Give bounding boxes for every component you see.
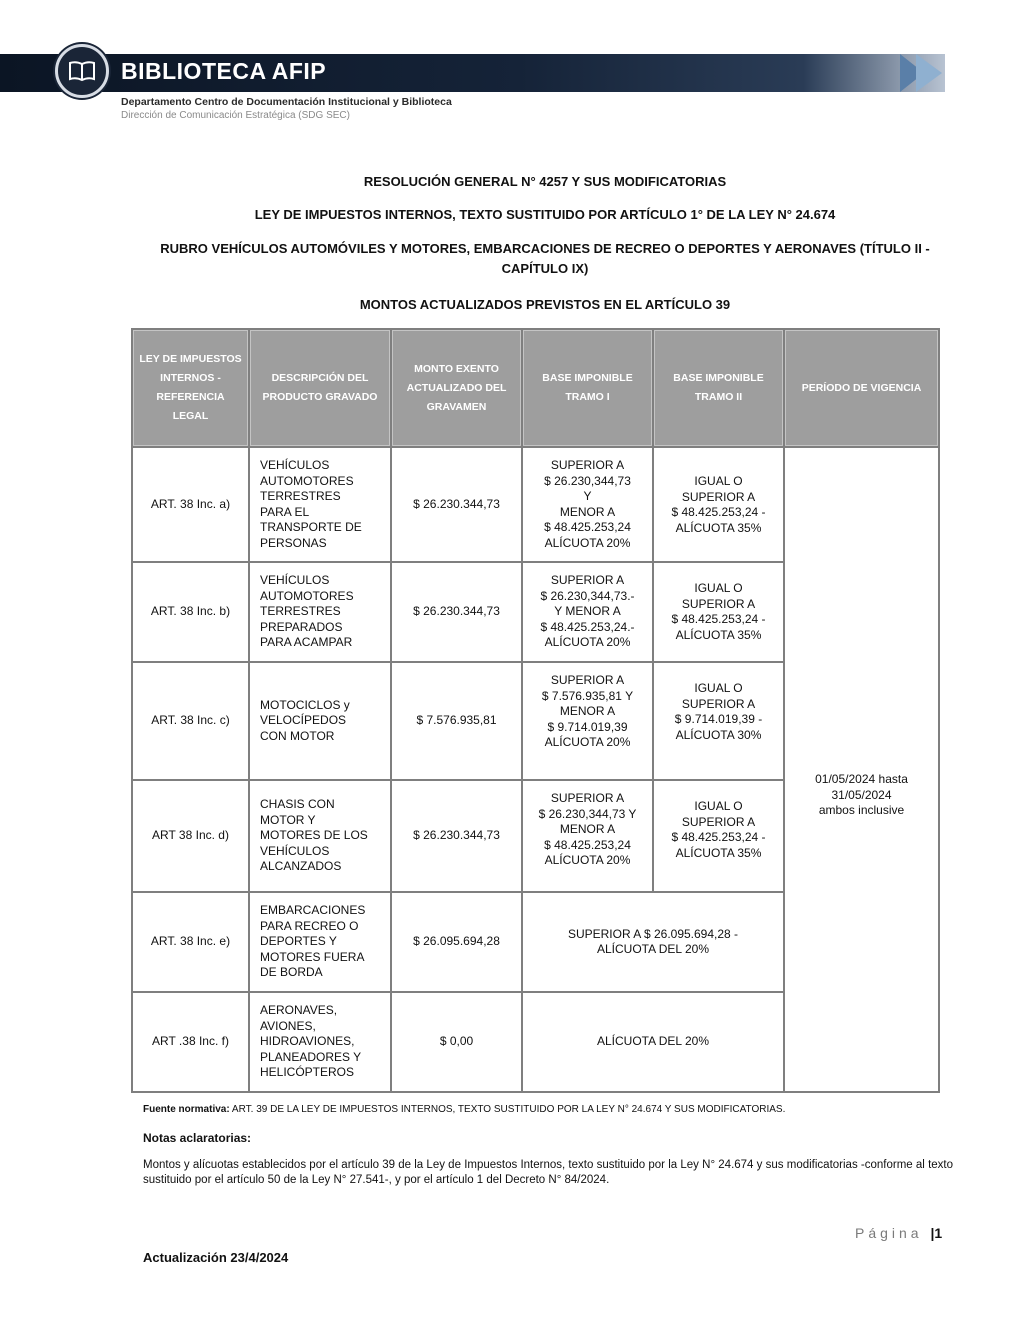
brand-title: BIBLIOTECA AFIP — [121, 58, 327, 84]
page-label: Página — [855, 1225, 923, 1241]
department-name: Departamento Centro de Documentación Institucional y Biblioteca — [121, 96, 452, 108]
cell-ref: ART. 38 Inc. a) — [132, 447, 249, 562]
montos-table — [131, 328, 940, 1093]
cell-desc: MOTOCICLOS y VELOCÍPEDOS CON MOTOR — [249, 662, 391, 780]
header-ley: LEY DE IMPUESTOS INTERNOS - REFERENCIA LEGAL — [132, 329, 249, 447]
fuente-normativa — [143, 1104, 785, 1115]
cell-tramo1: SUPERIOR A $ 26.230,344,73 Y MENOR A $ 48.425.253,24 ALÍCUOTA 20% — [522, 447, 653, 562]
header-tramo2: BASE IMPONIBLE TRAMO II — [653, 329, 784, 447]
header-periodo: PERÍODO DE VIGENCIA — [784, 329, 939, 447]
fuente-text: ART. 39 DE LA LEY DE IMPUESTOS INTERNOS, TEXTO SUSTITUIDO POR LA LEY N° 24.674 Y SUS MODIFICATORIAS. — [231, 1104, 786, 1115]
doc-title-montos: MONTOS ACTUALIZADOS PREVISTOS EN EL ARTÍCULO 39 — [359, 297, 731, 312]
cell-monto: $ 0,00 — [391, 992, 522, 1092]
cell-desc: EMBARCACIONES PARA RECREO O DEPORTES Y MOTORES FUERA DE BORDA — [249, 892, 391, 992]
direction-name: Dirección de Comunicación Estratégica (SDG SEC) — [121, 110, 350, 121]
header-tramo1: BASE IMPONIBLE TRAMO I — [522, 329, 653, 447]
page-separator: | — [930, 1225, 935, 1241]
cell-desc: VEHÍCULOS AUTOMOTORES TERRESTRES PARA EL TRANSPORTE DE PERSONAS — [249, 447, 391, 562]
cell-ref: ART. 38 Inc. b) — [132, 562, 249, 662]
page-num: 1 — [934, 1225, 943, 1241]
cell-monto: $ 26.230.344,73 — [391, 562, 522, 662]
header-descripcion: DESCRIPCIÓN DEL PRODUCTO GRAVADO — [249, 329, 391, 447]
cell-tramo1: SUPERIOR A $ 26.230,344,73 Y MENOR A $ 48.425.253,24 ALÍCUOTA 20% — [522, 780, 653, 892]
cell-ref: ART. 38 Inc. e) — [132, 892, 249, 992]
cell-monto: $ 26.230.344,73 — [391, 780, 522, 892]
doc-title-ley: LEY DE IMPUESTOS INTERNOS, TEXTO SUSTITUIDO POR ARTÍCULO 1° DE LA LEY N° 24.674 — [254, 207, 836, 222]
doc-title-resolution: RESOLUCIÓN GENERAL N° 4257 Y SUS MODIFICATORIAS — [363, 174, 727, 189]
cell-tramo2: IGUAL O SUPERIOR A $ 48.425.253,24 - ALÍCUOTA 35% — [653, 780, 784, 892]
header-monto: MONTO EXENTO ACTUALIZADO DEL GRAVAMEN — [391, 329, 522, 447]
cell-tramo-merged: SUPERIOR A $ 26.095.694,28 - ALÍCUOTA DEL 20% — [522, 892, 784, 992]
cell-ref: ART. 38 Inc. c) — [132, 662, 249, 780]
cell-tramo2: IGUAL O SUPERIOR A $ 48.425.253,24 - ALÍCUOTA 35% — [653, 562, 784, 662]
cell-tramo1: SUPERIOR A $ 26.230,344,73.- Y MENOR A $ 48.425.253,24.- ALÍCUOTA 20% — [522, 562, 653, 662]
cell-desc: VEHÍCULOS AUTOMOTORES TERRESTRES PREPARADOS PARA ACAMPAR — [249, 562, 391, 662]
chevron-right-icon — [916, 54, 942, 92]
update-date: Actualización 23/4/2024 — [143, 1250, 289, 1265]
cell-ref: ART 38 Inc. d) — [132, 780, 249, 892]
cell-tramo2: IGUAL O SUPERIOR A $ 48.425.253,24 - ALÍCUOTA 35% — [653, 447, 784, 562]
cell-desc: CHASIS CON MOTOR Y MOTORES DE LOS VEHÍCULOS ALCANZADOS — [249, 780, 391, 892]
cell-ref: ART .38 Inc. f) — [132, 992, 249, 1092]
table-row — [132, 447, 939, 562]
cell-monto: $ 26.230.344,73 — [391, 447, 522, 562]
fuente-label: Fuente normativa: — [143, 1104, 230, 1115]
cell-periodo: 01/05/2024 hasta 31/05/2024 ambos inclusive — [784, 447, 939, 1092]
cell-tramo1: SUPERIOR A $ 7.576.935,81 Y MENOR A $ 9.714.019,39 ALÍCUOTA 20% — [522, 662, 653, 780]
cell-monto: $ 7.576.935,81 — [391, 662, 522, 780]
table-header-row — [132, 329, 939, 447]
cell-tramo-merged: ALÍCUOTA DEL 20% — [522, 992, 784, 1092]
book-icon — [55, 44, 109, 98]
cell-tramo2: IGUAL O SUPERIOR A $ 9.714.019,39 - ALÍCUOTA 30% — [653, 662, 784, 780]
notas-title: Notas aclaratorias: — [143, 1131, 252, 1145]
cell-desc: AERONAVES, AVIONES, HIDROAVIONES, PLANEADORES Y HELICÓPTEROS — [249, 992, 391, 1092]
cell-monto: $ 26.095.694,28 — [391, 892, 522, 992]
notas-body: Montos y alícuotas establecidos por el artículo 39 de la Ley de Impuestos Internos, texto sustituido por la Ley N° 24.674 y sus modificatorias -conforme al texto sustituido por el artículo 50 de la Ley N° 27.541-, y por el artículo 1 del Decreto N° 84/2024. — [143, 1159, 953, 1186]
doc-title-rubro: RUBRO VEHÍCULOS AUTOMÓVILES Y MOTORES, EMBARCACIONES DE RECREO O DEPORTES Y AERONAVES (TÍTULO II - CAPÍTULO IX) — [160, 241, 930, 276]
page-number — [855, 1225, 942, 1241]
